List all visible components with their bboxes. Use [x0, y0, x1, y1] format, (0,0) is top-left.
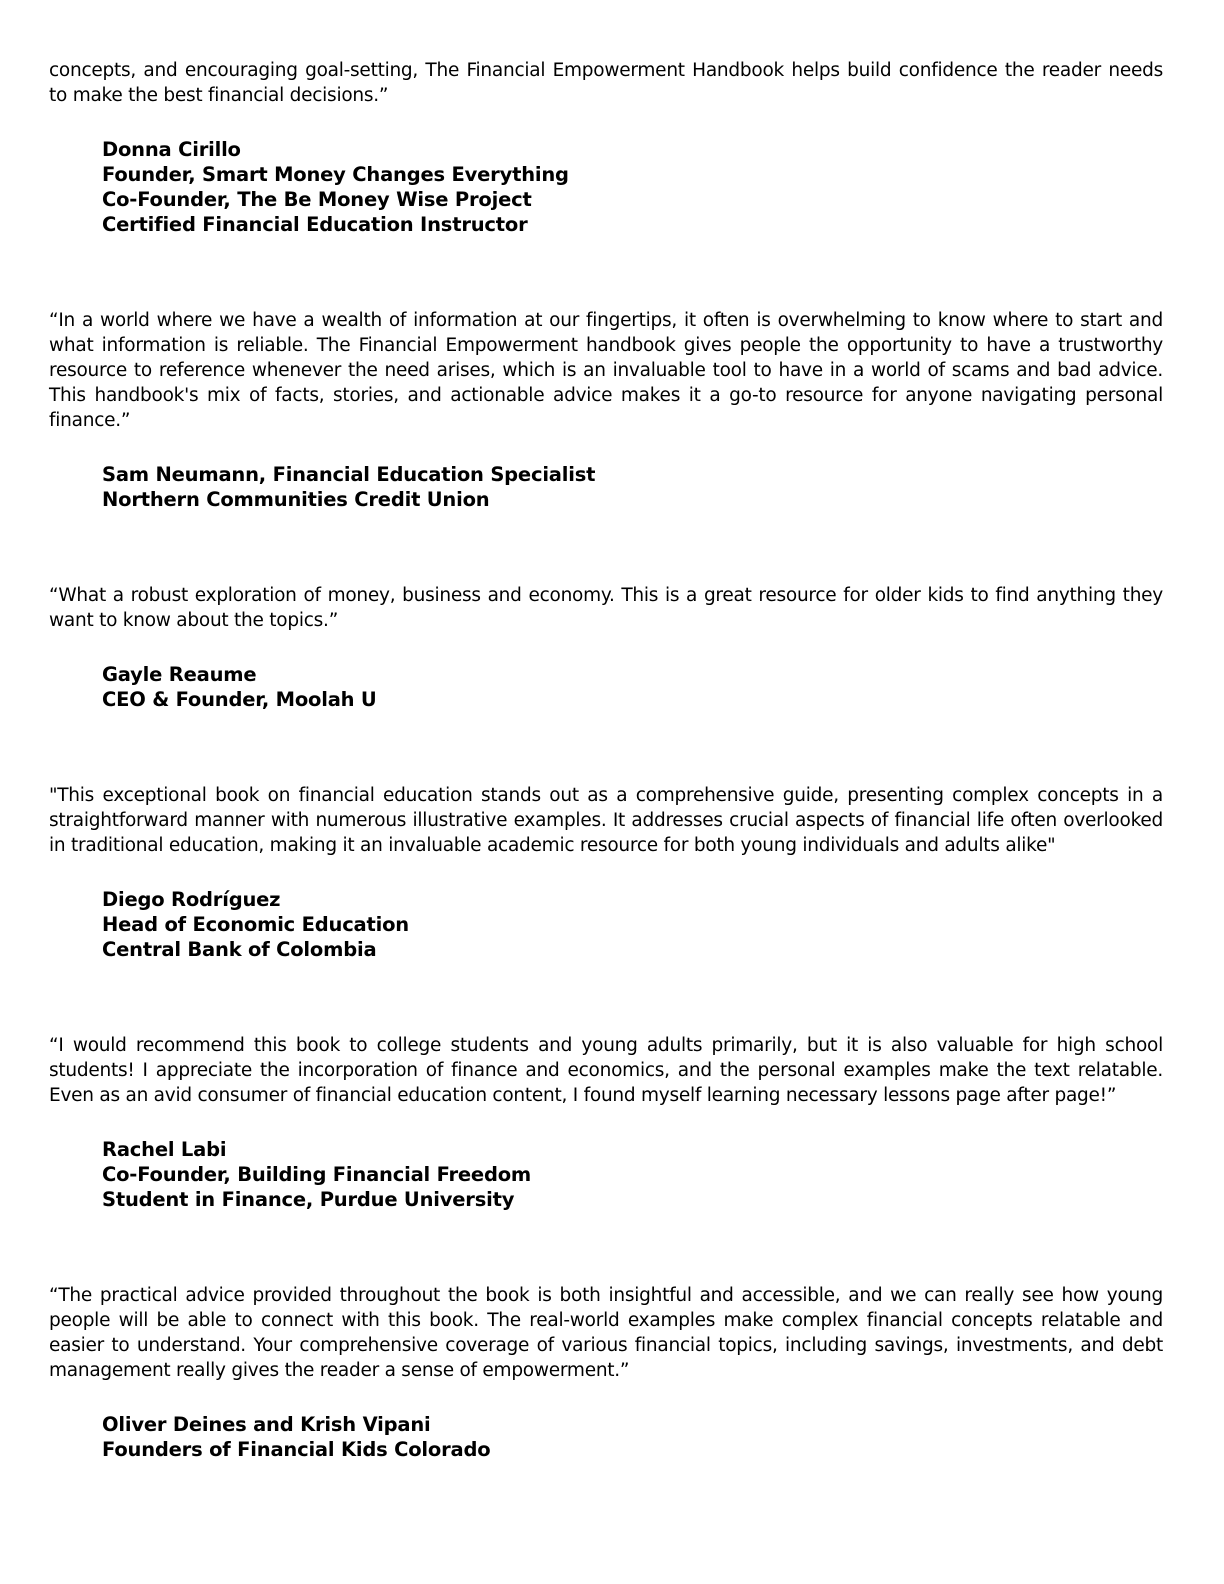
testimonial-attribution [49, 662, 1163, 712]
testimonials-page [49, 58, 1163, 1462]
attribution-title: Founder, Smart Money Changes Everything [102, 163, 569, 186]
attribution-name: Diego Rodríguez [102, 888, 281, 911]
attribution-title: Founders of Financial Kids Colorado [102, 1438, 491, 1461]
testimonial-quote: "This exceptional book on financial education stands out as a comprehensive guide, presenting complex concepts in a straightforward manner with numerous illustrative examples. It addresses crucial aspects of financial life often overlooked in traditional education, making it an invaluable academic resource for both young individuals and adults alike" [49, 785, 1163, 856]
attribution-name: Donna Cirillo [102, 138, 241, 161]
testimonial-quote: “In a world where we have a wealth of information at our fingertips, it often is overwhelming to know where to start and what information is reliable. The Financial Empowerment handbook gives people the opportunity to have a trustworthy resource to reference whenever the need arises, which is an invaluable tool to have in a world of scams and bad advice. This handbook's mix of facts, stories, and actionable advice makes it a go-to resource for anyone navigating personal finance.” [49, 310, 1163, 431]
attribution-name: Oliver Deines and Krish Vipani [102, 1413, 431, 1436]
testimonial-attribution [49, 462, 1163, 512]
testimonial-attribution [49, 137, 1163, 237]
testimonial-quote: “I would recommend this book to college students and young adults primarily, but it is also valuable for high school students! I appreciate the incorporation of finance and economics, and the personal examples make the text relatable. Even as an avid consumer of financial education content, I found myself learning necessary lessons page after page!” [49, 1035, 1163, 1106]
attribution-title: Co-Founder, The Be Money Wise Project [102, 188, 532, 211]
testimonial-attribution [49, 1137, 1163, 1212]
attribution-title: CEO & Founder, Moolah U [102, 688, 377, 711]
attribution-name: Sam Neumann, Financial Education Specialist [102, 463, 596, 486]
testimonial-quote: “The practical advice provided throughout the book is both insightful and accessible, and we can really see how young people will be able to connect with this book. The real-world examples make complex financial concepts relatable and easier to understand. Your comprehensive coverage of various financial topics, including savings, investments, and debt management really gives the reader a sense of empowerment.” [49, 1285, 1163, 1381]
testimonial-attribution [49, 1412, 1163, 1462]
attribution-name: Rachel Labi [102, 1138, 227, 1161]
testimonial-attribution [49, 887, 1163, 962]
attribution-title: Head of Economic Education [102, 913, 409, 936]
attribution-title: Northern Communities Credit Union [102, 488, 490, 511]
attribution-title: Certified Financial Education Instructor [102, 213, 528, 236]
attribution-name: Gayle Reaume [102, 663, 257, 686]
testimonial-quote: concepts, and encouraging goal-setting, The Financial Empowerment Handbook helps build confidence the reader needs to make the best financial decisions.” [49, 60, 1163, 106]
attribution-title: Co-Founder, Building Financial Freedom [102, 1163, 532, 1186]
testimonial-quote: “What a robust exploration of money, business and economy. This is a great resource for older kids to find anything they want to know about the topics.” [49, 585, 1163, 631]
attribution-title: Student in Finance, Purdue University [102, 1188, 515, 1211]
attribution-title: Central Bank of Colombia [102, 938, 377, 961]
